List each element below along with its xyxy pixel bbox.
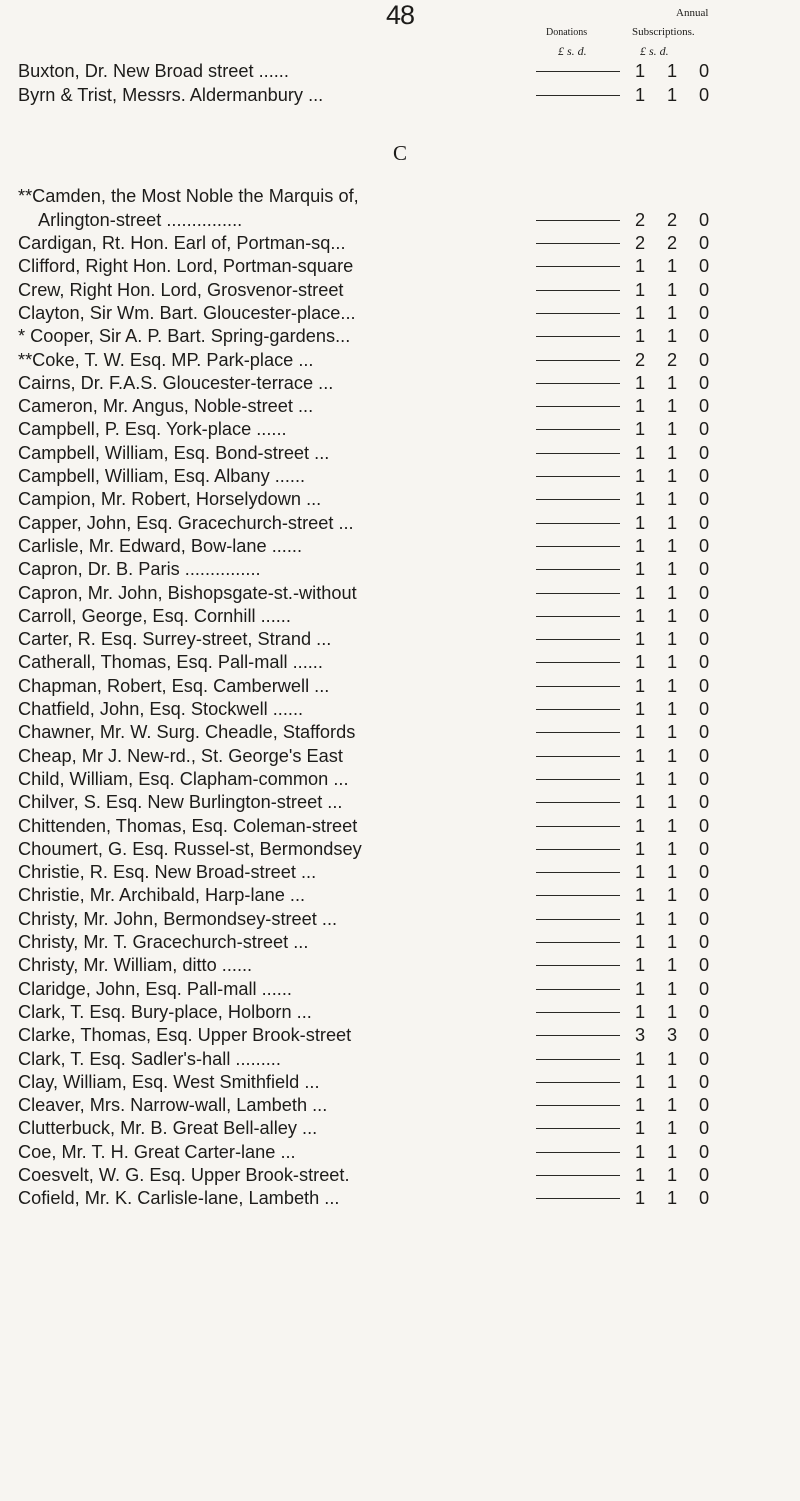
amount-shillings: 1 bbox=[666, 675, 678, 696]
amount-shillings: 2 bbox=[666, 233, 678, 253]
amount-pence: 0 bbox=[698, 722, 710, 743]
list-item bbox=[0, 372, 800, 394]
entry-name: Chapman, Robert, Esq. Camberwell ... bbox=[18, 675, 330, 696]
list-item bbox=[0, 279, 800, 301]
donation-dash bbox=[536, 709, 620, 710]
entry-name: Clayton, Sir Wm. Bart. Gloucester-place... bbox=[18, 302, 356, 323]
entry-name: Chatfield, John, Esq. Stockwell ...... bbox=[18, 699, 304, 719]
entry-name: Buxton, Dr. New Broad street ...... bbox=[18, 61, 289, 81]
entry-name: Coesvelt, W. G. Esq. Upper Brook-street. bbox=[18, 1165, 350, 1185]
column-header-annual: Annual bbox=[676, 7, 709, 19]
entry-name: Christie, Mr. Archibald, Harp-lane ... bbox=[18, 885, 306, 906]
amount-shillings: 1 bbox=[666, 815, 678, 836]
amount-pounds: 1 bbox=[634, 629, 646, 650]
donation-dash bbox=[536, 1105, 620, 1106]
list-item bbox=[0, 1071, 800, 1093]
donation-dash bbox=[536, 686, 620, 687]
amount-pounds: 1 bbox=[634, 862, 646, 883]
amount-pounds: 1 bbox=[634, 466, 646, 486]
list-item bbox=[0, 512, 800, 534]
amount-pounds: 1 bbox=[634, 582, 646, 603]
list-item bbox=[0, 395, 800, 417]
list-item bbox=[0, 302, 800, 324]
amount-pounds: 1 bbox=[634, 302, 646, 323]
column-header-subscriptions: Subscriptions. bbox=[632, 26, 695, 38]
amount-shillings: 1 bbox=[666, 302, 678, 323]
entry-name: **Coke, T. W. Esq. MP. Park-place ... bbox=[18, 349, 314, 370]
amount-pounds: 1 bbox=[634, 652, 646, 673]
amount-pence: 0 bbox=[698, 256, 710, 277]
list-item bbox=[0, 861, 800, 883]
amount-pounds: 1 bbox=[634, 908, 646, 929]
amount-pence: 0 bbox=[698, 978, 710, 999]
amount-pence: 0 bbox=[698, 466, 710, 486]
amount-pounds: 2 bbox=[634, 233, 646, 253]
amount-pence: 0 bbox=[698, 396, 710, 417]
amount-pounds: 3 bbox=[634, 1025, 646, 1046]
entry-name: Campbell, P. Esq. York-place ...... bbox=[18, 419, 287, 440]
amount-pounds: 1 bbox=[634, 442, 646, 463]
donation-dash bbox=[536, 406, 620, 407]
amount-pounds: 1 bbox=[634, 932, 646, 952]
amount-pounds: 1 bbox=[634, 815, 646, 836]
amount-shillings: 1 bbox=[666, 699, 678, 719]
donation-dash bbox=[536, 616, 620, 617]
entry-name: Chilver, S. Esq. New Burlington-street ... bbox=[18, 792, 343, 813]
amount-shillings: 1 bbox=[666, 1048, 678, 1069]
amount-shillings: 1 bbox=[666, 722, 678, 743]
amount-shillings: 1 bbox=[666, 1165, 678, 1185]
donation-dash bbox=[536, 593, 620, 594]
donation-dash bbox=[536, 383, 620, 384]
amount-shillings: 1 bbox=[666, 85, 678, 105]
amount-pounds: 1 bbox=[634, 396, 646, 417]
entry-name: Carter, R. Esq. Surrey-street, Strand ... bbox=[18, 629, 332, 650]
list-item bbox=[0, 1117, 800, 1139]
amount-shillings: 1 bbox=[666, 885, 678, 906]
entry-name: Carlisle, Mr. Edward, Bow-lane ...... bbox=[18, 535, 303, 556]
amount-pence: 0 bbox=[698, 675, 710, 696]
amount-pounds: 1 bbox=[634, 722, 646, 743]
donation-dash bbox=[536, 965, 620, 966]
amount-shillings: 1 bbox=[666, 61, 678, 81]
amount-pence: 0 bbox=[698, 372, 710, 393]
amount-pence: 0 bbox=[698, 61, 710, 81]
list-item bbox=[0, 60, 800, 82]
donation-dash bbox=[536, 266, 620, 267]
entry-name: Choumert, G. Esq. Russel-st, Bermondsey bbox=[18, 838, 362, 859]
amount-shillings: 1 bbox=[666, 279, 678, 300]
donation-dash bbox=[536, 1082, 620, 1083]
list-item bbox=[0, 1141, 800, 1163]
donation-dash bbox=[536, 453, 620, 454]
list-item bbox=[0, 721, 800, 743]
entry-name: Campbell, William, Esq. Albany ...... bbox=[18, 466, 306, 486]
page-number: 48 bbox=[385, 0, 415, 30]
list-item bbox=[0, 628, 800, 650]
amount-pence: 0 bbox=[698, 512, 710, 533]
list-item bbox=[0, 1024, 800, 1046]
entry-name: Capper, John, Esq. Gracechurch-street ... bbox=[18, 512, 354, 533]
amount-shillings: 1 bbox=[666, 326, 678, 347]
amount-shillings: 1 bbox=[666, 745, 678, 766]
amount-pence: 0 bbox=[698, 1025, 710, 1046]
amount-shillings: 1 bbox=[666, 908, 678, 929]
donation-dash bbox=[536, 989, 620, 990]
amount-pence: 0 bbox=[698, 792, 710, 813]
amount-pence: 0 bbox=[698, 1001, 710, 1022]
donation-dash bbox=[536, 546, 620, 547]
amount-pence: 0 bbox=[698, 908, 710, 929]
units-subscriptions: £ s. d. bbox=[640, 44, 669, 58]
donation-dash bbox=[536, 523, 620, 524]
amount-pounds: 1 bbox=[634, 1095, 646, 1116]
donation-dash bbox=[536, 360, 620, 361]
amount-pounds: 1 bbox=[634, 838, 646, 859]
amount-pence: 0 bbox=[698, 535, 710, 556]
entry-name: Clark, T. Esq. Sadler's-hall ......... bbox=[18, 1048, 281, 1069]
entry-name: Coe, Mr. T. H. Great Carter-lane ... bbox=[18, 1141, 296, 1162]
entry-name: Child, William, Esq. Clapham-common ... bbox=[18, 768, 349, 789]
entry-name: Cardigan, Rt. Hon. Earl of, Portman-sq... bbox=[18, 233, 346, 253]
entry-name: * Cooper, Sir A. P. Bart. Spring-gardens... bbox=[18, 326, 351, 347]
amount-pounds: 1 bbox=[634, 745, 646, 766]
list-item bbox=[0, 442, 800, 464]
entry-name: Christy, Mr. William, ditto ...... bbox=[18, 955, 253, 976]
amount-pounds: 1 bbox=[634, 256, 646, 277]
donation-dash bbox=[536, 826, 620, 827]
list-item bbox=[0, 745, 800, 767]
list-item bbox=[0, 488, 800, 510]
entry-name: Christie, R. Esq. New Broad-street ... bbox=[18, 862, 317, 883]
entry-name: Chawner, Mr. W. Surg. Cheadle, Staffords bbox=[18, 722, 356, 743]
list-item bbox=[0, 768, 800, 790]
list-item bbox=[0, 884, 800, 906]
amount-shillings: 1 bbox=[666, 652, 678, 673]
donation-dash bbox=[536, 336, 620, 337]
amount-shillings: 1 bbox=[666, 512, 678, 533]
amount-pounds: 1 bbox=[634, 512, 646, 533]
amount-pence: 0 bbox=[698, 885, 710, 906]
donation-dash bbox=[536, 802, 620, 803]
entry-name: Claridge, John, Esq. Pall-mall ...... bbox=[18, 978, 292, 999]
amount-pounds: 1 bbox=[634, 1165, 646, 1185]
section-letter: C bbox=[392, 141, 407, 165]
list-item bbox=[0, 1164, 800, 1186]
amount-shillings: 1 bbox=[666, 466, 678, 486]
entry-name: Campion, Mr. Robert, Horselydown ... bbox=[18, 489, 322, 510]
amount-pence: 0 bbox=[698, 1165, 710, 1185]
amount-pounds: 1 bbox=[634, 768, 646, 789]
amount-shillings: 2 bbox=[666, 210, 678, 230]
amount-pence: 0 bbox=[698, 1188, 710, 1209]
amount-shillings: 1 bbox=[666, 1001, 678, 1022]
donation-dash bbox=[536, 1198, 620, 1199]
list-item bbox=[0, 582, 800, 604]
amount-pence: 0 bbox=[698, 302, 710, 323]
amount-shillings: 1 bbox=[666, 955, 678, 976]
entry-name: Byrn & Trist, Messrs. Aldermanbury ... bbox=[18, 85, 324, 105]
amount-shillings: 1 bbox=[666, 605, 678, 626]
donation-dash bbox=[536, 1175, 620, 1176]
amount-pence: 0 bbox=[698, 932, 710, 952]
amount-pounds: 1 bbox=[634, 699, 646, 719]
entry-name: Crew, Right Hon. Lord, Grosvenor-street bbox=[18, 279, 344, 300]
entry-name: Cairns, Dr. F.A.S. Gloucester-terrace ... bbox=[18, 372, 334, 393]
amount-shillings: 1 bbox=[666, 582, 678, 603]
amount-pounds: 1 bbox=[634, 885, 646, 906]
donation-dash bbox=[536, 71, 620, 72]
list-item bbox=[0, 349, 800, 371]
amount-shillings: 1 bbox=[666, 1141, 678, 1162]
amount-pence: 0 bbox=[698, 1071, 710, 1092]
entry-name: Clutterbuck, Mr. B. Great Bell-alley ... bbox=[18, 1118, 318, 1139]
donation-dash bbox=[536, 779, 620, 780]
amount-shillings: 1 bbox=[666, 535, 678, 556]
amount-shillings: 1 bbox=[666, 768, 678, 789]
donation-dash bbox=[536, 313, 620, 314]
list-item bbox=[0, 558, 800, 580]
amount-shillings: 1 bbox=[666, 419, 678, 440]
entry-name: Christy, Mr. T. Gracechurch-street ... bbox=[18, 932, 309, 952]
list-item bbox=[0, 1048, 800, 1070]
amount-shillings: 1 bbox=[666, 629, 678, 650]
list-item bbox=[0, 1094, 800, 1116]
amount-shillings: 1 bbox=[666, 1188, 678, 1209]
amount-pence: 0 bbox=[698, 862, 710, 883]
amount-pence: 0 bbox=[698, 326, 710, 347]
entry-name: Catherall, Thomas, Esq. Pall-mall ...... bbox=[18, 652, 323, 673]
amount-shillings: 1 bbox=[666, 396, 678, 417]
list-item bbox=[0, 605, 800, 627]
entry-name: Campbell, William, Esq. Bond-street ... bbox=[18, 442, 330, 463]
donation-dash bbox=[536, 639, 620, 640]
entry-name: Capron, Mr. John, Bishopsgate-st.-without bbox=[18, 582, 357, 603]
amount-pounds: 1 bbox=[634, 85, 646, 105]
entry-name: Arlington-street ............... bbox=[38, 210, 243, 230]
amount-shillings: 1 bbox=[666, 932, 678, 952]
amount-pence: 0 bbox=[698, 699, 710, 719]
donation-dash bbox=[536, 895, 620, 896]
amount-pounds: 1 bbox=[634, 1048, 646, 1069]
donation-dash bbox=[536, 429, 620, 430]
list-item bbox=[0, 535, 800, 557]
donation-dash bbox=[536, 499, 620, 500]
amount-pounds: 2 bbox=[634, 210, 646, 230]
amount-shillings: 1 bbox=[666, 1071, 678, 1092]
amount-pence: 0 bbox=[698, 559, 710, 580]
list-item bbox=[0, 255, 800, 277]
entry-name: Cameron, Mr. Angus, Noble-street ... bbox=[18, 396, 314, 417]
amount-pence: 0 bbox=[698, 349, 710, 370]
amount-pounds: 1 bbox=[634, 1188, 646, 1209]
entry-name: Cofield, Mr. K. Carlisle-lane, Lambeth ... bbox=[18, 1188, 340, 1209]
amount-shillings: 1 bbox=[666, 792, 678, 813]
amount-pence: 0 bbox=[698, 279, 710, 300]
list-item bbox=[0, 978, 800, 1000]
amount-pence: 0 bbox=[698, 1141, 710, 1162]
amount-pence: 0 bbox=[698, 1095, 710, 1116]
amount-shillings: 1 bbox=[666, 838, 678, 859]
donation-dash bbox=[536, 220, 620, 221]
entry-name: Clay, William, Esq. West Smithfield ... bbox=[18, 1071, 320, 1092]
amount-pence: 0 bbox=[698, 768, 710, 789]
amount-pence: 0 bbox=[698, 85, 710, 105]
list-item bbox=[0, 418, 800, 440]
entry-name: Carroll, George, Esq. Cornhill ...... bbox=[18, 605, 291, 626]
donation-dash bbox=[536, 476, 620, 477]
entry-name: Capron, Dr. B. Paris ............... bbox=[18, 559, 261, 580]
donation-dash bbox=[536, 919, 620, 920]
donation-dash bbox=[536, 290, 620, 291]
column-header-donations: Donations bbox=[546, 27, 588, 38]
amount-shillings: 1 bbox=[666, 1118, 678, 1139]
list-item bbox=[0, 325, 800, 347]
list-item bbox=[0, 931, 800, 953]
amount-pounds: 1 bbox=[634, 489, 646, 510]
donation-dash bbox=[536, 1152, 620, 1153]
amount-pence: 0 bbox=[698, 838, 710, 859]
list-item bbox=[0, 185, 800, 207]
amount-shillings: 1 bbox=[666, 442, 678, 463]
amount-pence: 0 bbox=[698, 745, 710, 766]
entry-name: **Camden, the Most Noble the Marquis of, bbox=[18, 186, 359, 206]
amount-pounds: 2 bbox=[634, 349, 646, 370]
list-item bbox=[0, 465, 800, 487]
amount-pounds: 1 bbox=[634, 1071, 646, 1092]
entry-name: Clarke, Thomas, Esq. Upper Brook-street bbox=[18, 1025, 352, 1046]
donation-dash bbox=[536, 243, 620, 244]
amount-shillings: 3 bbox=[666, 1025, 678, 1046]
units-donations: £ s. d. bbox=[558, 44, 587, 58]
list-item bbox=[0, 651, 800, 673]
donation-dash bbox=[536, 1059, 620, 1060]
list-item bbox=[0, 1187, 800, 1209]
list-item bbox=[0, 232, 800, 254]
list-item bbox=[0, 675, 800, 697]
list-item bbox=[0, 84, 800, 106]
amount-pounds: 1 bbox=[634, 955, 646, 976]
donation-dash bbox=[536, 95, 620, 96]
amount-pence: 0 bbox=[698, 815, 710, 836]
list-item bbox=[0, 209, 800, 231]
donation-dash bbox=[536, 1128, 620, 1129]
entry-name: Cheap, Mr J. New-rd., St. George's East bbox=[18, 745, 343, 766]
donation-dash bbox=[536, 849, 620, 850]
amount-pence: 0 bbox=[698, 629, 710, 650]
donation-dash bbox=[536, 1012, 620, 1013]
amount-pounds: 1 bbox=[634, 326, 646, 347]
amount-pence: 0 bbox=[698, 1048, 710, 1069]
list-item bbox=[0, 698, 800, 720]
amount-pence: 0 bbox=[698, 419, 710, 440]
list-item bbox=[0, 791, 800, 813]
amount-pounds: 1 bbox=[634, 559, 646, 580]
amount-pence: 0 bbox=[698, 233, 710, 253]
amount-pence: 0 bbox=[698, 1118, 710, 1139]
amount-pence: 0 bbox=[698, 210, 710, 230]
donation-dash bbox=[536, 756, 620, 757]
amount-shillings: 1 bbox=[666, 862, 678, 883]
amount-pounds: 1 bbox=[634, 675, 646, 696]
amount-pounds: 1 bbox=[634, 61, 646, 81]
amount-pounds: 1 bbox=[634, 605, 646, 626]
amount-pounds: 1 bbox=[634, 372, 646, 393]
donation-dash bbox=[536, 569, 620, 570]
amount-pence: 0 bbox=[698, 489, 710, 510]
amount-shillings: 1 bbox=[666, 372, 678, 393]
donation-dash bbox=[536, 942, 620, 943]
list-item bbox=[0, 1001, 800, 1023]
entry-name: Christy, Mr. John, Bermondsey-street ... bbox=[18, 908, 338, 929]
amount-pence: 0 bbox=[698, 442, 710, 463]
amount-pounds: 1 bbox=[634, 1118, 646, 1139]
entry-name: Cleaver, Mrs. Narrow-wall, Lambeth ... bbox=[18, 1095, 328, 1116]
donation-dash bbox=[536, 732, 620, 733]
donation-dash bbox=[536, 662, 620, 663]
list-item bbox=[0, 954, 800, 976]
list-item bbox=[0, 908, 800, 930]
list-item bbox=[0, 838, 800, 860]
donation-dash bbox=[536, 872, 620, 873]
amount-pounds: 1 bbox=[634, 419, 646, 440]
entry-name: Clark, T. Esq. Bury-place, Holborn ... bbox=[18, 1001, 312, 1022]
amount-shillings: 1 bbox=[666, 256, 678, 277]
entry-name: Clifford, Right Hon. Lord, Portman-square bbox=[18, 256, 354, 277]
amount-pence: 0 bbox=[698, 955, 710, 976]
amount-shillings: 2 bbox=[666, 349, 678, 370]
donation-dash bbox=[536, 1035, 620, 1036]
amount-pounds: 1 bbox=[634, 279, 646, 300]
amount-shillings: 1 bbox=[666, 559, 678, 580]
amount-pounds: 1 bbox=[634, 792, 646, 813]
amount-pounds: 1 bbox=[634, 1141, 646, 1162]
amount-pounds: 1 bbox=[634, 978, 646, 999]
list-item bbox=[0, 815, 800, 837]
amount-shillings: 1 bbox=[666, 1095, 678, 1116]
amount-pounds: 1 bbox=[634, 1001, 646, 1022]
amount-shillings: 1 bbox=[666, 489, 678, 510]
amount-pounds: 1 bbox=[634, 535, 646, 556]
amount-pence: 0 bbox=[698, 652, 710, 673]
amount-pence: 0 bbox=[698, 582, 710, 603]
amount-shillings: 1 bbox=[666, 978, 678, 999]
entry-name: Chittenden, Thomas, Esq. Coleman-street bbox=[18, 815, 358, 836]
amount-pence: 0 bbox=[698, 605, 710, 626]
